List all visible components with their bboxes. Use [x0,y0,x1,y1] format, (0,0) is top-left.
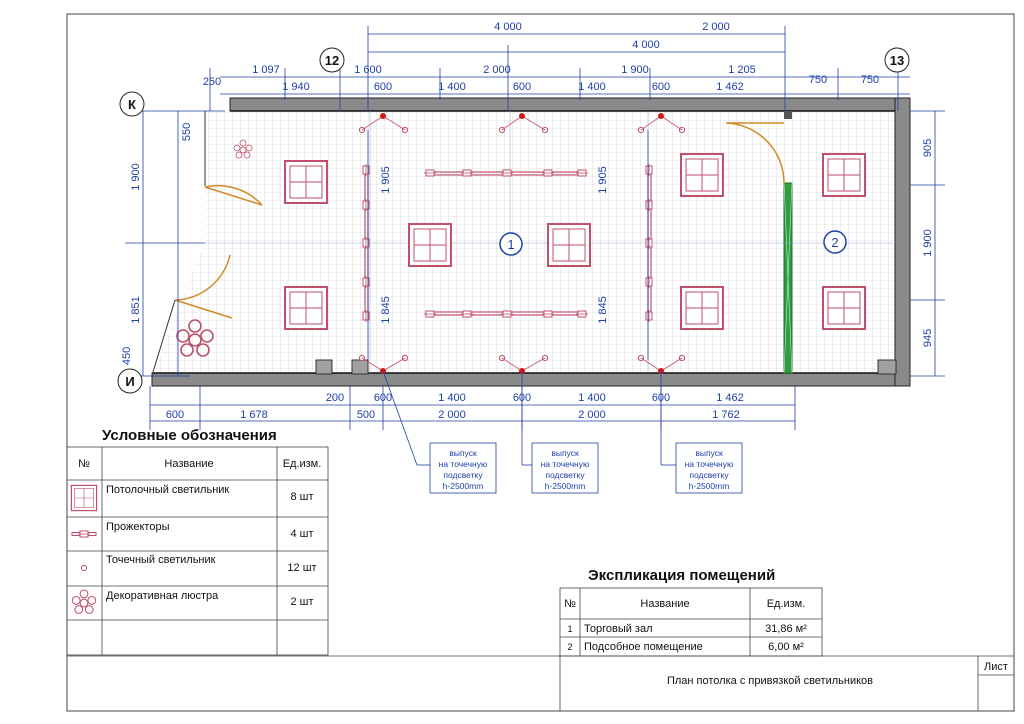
dim-top-600b: 600 [512,81,532,93]
callout-3-line3: подсветку [689,470,729,480]
explication-row-area: 31,86 м² [765,623,807,635]
wall-bottom [152,373,910,386]
legend-row-qty: 4 шт [290,528,314,540]
dim-top-1205: 1 205 [728,64,756,76]
callout-1-line2: на точечную [438,459,488,469]
dim-top-1940: 1 940 [282,81,310,93]
dim-top-1462: 1 462 [716,81,744,93]
dim-bottom-1462: 1 462 [716,392,744,404]
dim-left-1851: 1 851 [130,296,142,324]
callout-1-line1: выпуск [449,448,477,458]
dim-bottom-600a: 600 [373,392,393,404]
dim-left-550: 550 [181,122,193,142]
dim-right-945: 945 [922,328,934,348]
callout-3-line4: h-2500mm [688,481,730,491]
legend-row-qty: 2 шт [290,596,314,608]
plan [152,98,910,386]
dim-inner-1845b: 1 845 [597,296,609,324]
axis-label-k: К [128,97,136,112]
legend-row-name: Точечный светильник [106,554,216,566]
dim-top-2000b: 2 000 [483,64,511,76]
dim-top-750a: 750 [808,74,828,86]
legend-row-name: Декоративная люстра [106,590,219,602]
explication-col-no: № [564,598,576,610]
legend-title: Условные обозначения [102,427,277,444]
dim-top-250: 250 [202,76,222,88]
legend-row-qty: 12 шт [287,562,317,574]
dim-top-600a: 600 [373,81,393,93]
axis-label-12: 12 [324,53,340,68]
ceiling-lamp [548,224,590,266]
sheet-label: Лист [984,661,1008,673]
dim-inner-1905b: 1 905 [597,166,609,194]
callout-3-line2: на точечную [684,459,734,469]
room-label-1: 1 [507,237,515,252]
room-label-2: 2 [831,235,839,250]
legend-col-name: Название [164,458,214,470]
dim-inner-1905a: 1 905 [380,166,392,194]
dim-right-905: 905 [922,138,934,158]
dim-left-450: 450 [121,346,133,366]
spotlight-icon [72,531,96,537]
partition-post [784,111,792,119]
dim-top-1900: 1 900 [621,64,649,76]
point-light-icon [81,565,86,570]
legend-row-name: Прожекторы [106,521,170,533]
ceiling-lamp [285,161,327,203]
dim-inner-1845a: 1 845 [380,296,392,324]
dim-bottom-600l: 600 [165,409,185,421]
dim-bottom-1400b: 1 400 [578,392,606,404]
axis-label-i: И [125,374,135,389]
dim-left-1900: 1 900 [130,163,142,191]
dim-bottom-2000b: 2 000 [578,409,606,421]
explication-col-unit: Ед.изм. [766,598,806,610]
column-mid [352,360,368,374]
dim-top-2000a: 2 000 [702,21,730,33]
dim-bottom-600c: 600 [651,392,671,404]
explication-row-area: 6,00 м² [768,641,804,653]
explication-title: Экспликация помещений [588,567,776,584]
legend-col-no: № [78,458,90,470]
column-right [878,360,896,374]
dim-top-1400b: 1 400 [578,81,606,93]
dim-bottom-1678: 1 678 [240,409,268,421]
explication-row-no: 2 [567,642,573,652]
dim-top-4000b: 4 000 [632,39,660,51]
dim-bottom-1400a: 1 400 [438,392,466,404]
axis-label-13: 13 [889,53,905,68]
dim-top-750b: 750 [860,74,880,86]
explication-row-name: Торговый зал [584,623,653,635]
callout-3-line1: выпуск [695,448,723,458]
dim-bottom-200: 200 [325,392,345,404]
ceiling-lamp-icon [71,485,96,510]
column-left [316,360,332,374]
dim-bottom-1762: 1 762 [712,409,740,421]
dim-top-600c: 600 [651,81,671,93]
ceiling-lamp [681,287,723,329]
explication-row-no: 1 [567,624,573,634]
wall-right [895,98,910,386]
wall-top [230,98,910,111]
room-floor [152,111,910,376]
ceiling-lamp [409,224,451,266]
ceiling-lamp [823,287,865,329]
legend-col-unit: Ед.изм. [282,458,322,470]
dim-bottom-500: 500 [356,409,376,421]
legend-table [67,447,328,655]
dim-right-1900: 1 900 [922,229,934,257]
dim-top-1600: 1 600 [354,64,382,76]
explication-col-name: Название [640,598,690,610]
drawing-title: План потолка с привязкой светильников [666,675,874,687]
callout-2-line4: h-2500mm [544,481,586,491]
callout-2-line2: на точечную [540,459,590,469]
ceiling-lamp [823,154,865,196]
callout-1-line3: подсветку [443,470,483,480]
dim-bottom-600b: 600 [512,392,532,404]
callout-2-line1: выпуск [551,448,579,458]
ceiling-lamp [285,287,327,329]
callout-1-line4: h-2500mm [442,481,484,491]
dim-top-4000a: 4 000 [494,21,522,33]
dim-top-1097: 1 097 [252,64,280,76]
dim-bottom-2000a: 2 000 [438,409,466,421]
legend-row-qty: 8 шт [290,491,314,503]
ceiling-lamp [681,154,723,196]
dim-top-1400a: 1 400 [438,81,466,93]
callout-2-line3: подсветку [545,470,585,480]
explication-row-name: Подсобное помещение [584,641,703,653]
legend-row-name: Потолочный светильник [106,484,230,496]
chandelier-icon [72,590,95,613]
